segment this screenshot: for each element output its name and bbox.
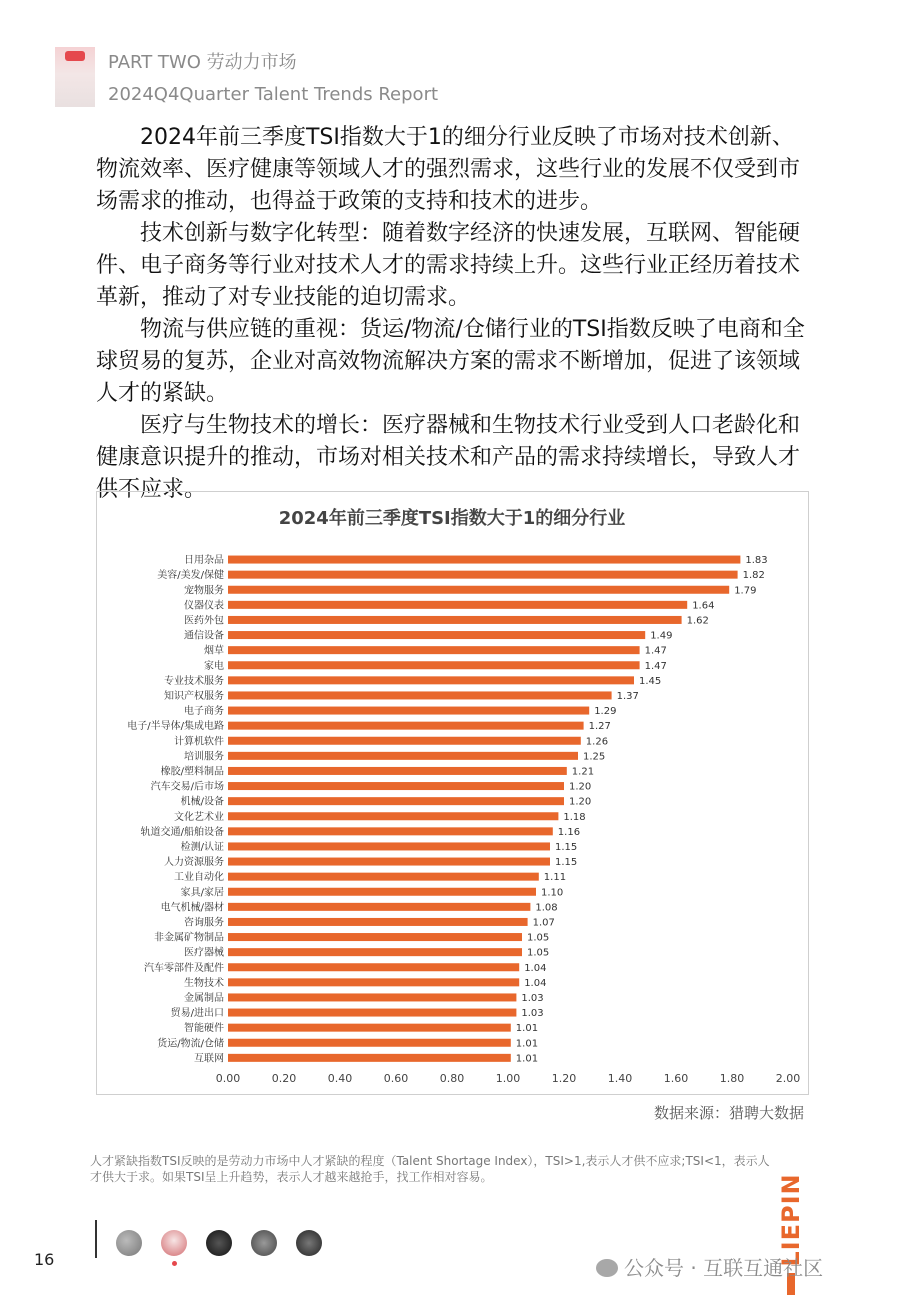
bar xyxy=(228,707,589,715)
bar xyxy=(228,858,550,866)
bar xyxy=(228,827,553,835)
footer-photo-3 xyxy=(206,1230,232,1256)
category-label: 医疗器械 xyxy=(184,947,224,959)
category-label: 轨道交通/船舶设备 xyxy=(140,826,224,838)
category-label: 生物技术 xyxy=(184,977,224,989)
category-label: 非金属矿物制品 xyxy=(154,932,224,944)
value-label: 1.45 xyxy=(639,675,662,687)
bar-chart xyxy=(97,492,808,1094)
category-label: 电气机械/器材 xyxy=(160,902,224,914)
value-label: 1.04 xyxy=(524,962,547,974)
bar xyxy=(228,722,584,730)
paragraph-medical: 医疗与生物技术的增长：医疗器械和生物技术行业受到人口老龄化和健康意识提升的推动，市场对相关技术和产品的需求持续增长，导致人才供不应求。 xyxy=(96,413,801,502)
value-label: 1.49 xyxy=(650,630,673,642)
bar xyxy=(228,586,729,594)
category-label: 汽车零部件及配件 xyxy=(144,962,224,974)
page-number: 16 xyxy=(34,1250,55,1269)
value-label: 1.82 xyxy=(742,570,765,582)
value-label: 1.04 xyxy=(524,977,547,989)
data-source: 数据来源：猎聘大数据 xyxy=(653,1104,804,1122)
paragraph-intro: 2024年前三季度TSI指数大于1的细分行业反映了市场对技术创新、物流效率、医疗健康等领域人才的强烈需求，这些行业的发展不仅受到市场需求的推动，也得益于政策的支持和技术的进步。 xyxy=(96,125,801,214)
value-label: 1.64 xyxy=(692,600,715,612)
paragraph-logistics: 物流与供应链的重视：货运/物流/仓储行业的TSI指数反映了电商和全球贸易的复苏，企业对高效物流解决方案的需求不断增加，促进了该领域人才的紧缺。 xyxy=(96,317,805,406)
value-label: 1.01 xyxy=(515,1023,539,1035)
category-label: 专业技术服务 xyxy=(164,675,224,687)
x-tick-label: 1.00 xyxy=(495,1072,521,1085)
category-label: 家电 xyxy=(204,660,224,672)
x-tick-label: 2.00 xyxy=(775,1072,801,1085)
value-label: 1.08 xyxy=(535,902,558,914)
footer-photo-1 xyxy=(116,1230,142,1256)
value-label: 1.03 xyxy=(521,992,544,1004)
bar xyxy=(228,933,522,941)
category-label: 文化艺术业 xyxy=(174,811,224,823)
category-label: 橡胶/塑料制品 xyxy=(160,766,224,778)
category-label: 宠物服务 xyxy=(184,585,224,597)
x-tick-label: 1.20 xyxy=(551,1072,577,1085)
bar xyxy=(228,737,581,745)
value-label: 1.25 xyxy=(583,751,606,763)
value-label: 1.20 xyxy=(569,781,592,793)
category-label: 贸易/进出口 xyxy=(170,1008,224,1020)
chart-title: 2024年前三季度TSI指数大于1的细分行业 xyxy=(278,508,626,529)
bar xyxy=(228,752,578,760)
category-label: 医药外包 xyxy=(184,615,224,627)
bar xyxy=(228,1054,511,1062)
category-label: 美容/美发/保健 xyxy=(157,570,224,582)
value-label: 1.01 xyxy=(515,1053,539,1065)
category-label: 培训服务 xyxy=(184,751,224,763)
value-label: 1.37 xyxy=(616,690,639,702)
category-label: 检测/认证 xyxy=(180,841,224,853)
bar xyxy=(228,571,738,579)
value-label: 1.05 xyxy=(527,932,550,944)
wechat-icon xyxy=(596,1259,618,1277)
value-label: 1.11 xyxy=(543,872,567,884)
value-label: 1.62 xyxy=(686,615,709,627)
value-label: 1.21 xyxy=(571,766,595,778)
bar xyxy=(228,888,536,896)
value-label: 1.03 xyxy=(521,1008,544,1020)
bar xyxy=(228,812,558,820)
category-label: 工业自动化 xyxy=(174,872,224,884)
bar xyxy=(228,903,530,911)
watermark xyxy=(596,1252,823,1281)
footer-photo-5 xyxy=(296,1230,322,1256)
value-label: 1.83 xyxy=(745,555,768,567)
bow-icon xyxy=(65,51,85,61)
category-label: 人力资源服务 xyxy=(164,857,224,869)
x-tick-label: 0.00 xyxy=(215,1072,241,1085)
bar xyxy=(228,782,564,790)
footer-photo-2 xyxy=(161,1230,187,1256)
category-label: 烟草 xyxy=(204,645,224,657)
bar xyxy=(228,797,564,805)
category-label: 金属制品 xyxy=(184,992,224,1004)
category-label: 汽车交易/后市场 xyxy=(150,781,224,793)
value-label: 1.79 xyxy=(734,585,757,597)
x-tick-label: 0.40 xyxy=(327,1072,353,1085)
bar xyxy=(228,691,612,699)
category-label: 通信设备 xyxy=(184,630,224,642)
bar xyxy=(228,646,640,654)
bar xyxy=(228,601,687,609)
value-label: 1.29 xyxy=(594,706,617,718)
bar xyxy=(228,978,519,986)
active-dot xyxy=(172,1261,177,1266)
bar xyxy=(228,1039,511,1047)
category-label: 货运/物流/仓储 xyxy=(157,1038,224,1050)
value-label: 1.26 xyxy=(585,736,609,748)
header-section-title: PART TWO 劳动力市场 xyxy=(108,52,297,73)
value-label: 1.07 xyxy=(532,917,555,929)
value-label: 1.01 xyxy=(515,1038,539,1050)
value-label: 1.47 xyxy=(644,660,667,672)
category-label: 智能硬件 xyxy=(184,1023,224,1035)
value-label: 1.16 xyxy=(557,826,581,838)
brand-name: LIEPIN xyxy=(777,1173,805,1267)
body-text xyxy=(96,122,808,506)
bar xyxy=(228,963,519,971)
chart-container xyxy=(96,491,809,1095)
bar xyxy=(228,842,550,850)
bar xyxy=(228,918,528,926)
header-thumbnail xyxy=(55,47,95,107)
value-label: 1.27 xyxy=(588,721,611,733)
category-label: 电子/半导体/集成电路 xyxy=(127,721,224,733)
x-tick-label: 0.80 xyxy=(439,1072,465,1085)
x-tick-label: 1.40 xyxy=(607,1072,633,1085)
header-report-title: 2024Q4Quarter Talent Trends Report xyxy=(108,84,439,105)
value-label: 1.15 xyxy=(555,841,578,853)
value-label: 1.15 xyxy=(555,857,578,869)
bar xyxy=(228,767,567,775)
x-tick-label: 0.60 xyxy=(383,1072,409,1085)
value-label: 1.18 xyxy=(563,811,586,823)
category-label: 咨询服务 xyxy=(184,917,224,929)
category-label: 家具/家居 xyxy=(180,887,224,899)
category-label: 计算机软件 xyxy=(174,736,224,748)
category-label: 电子商务 xyxy=(184,706,224,718)
category-label: 互联网 xyxy=(194,1053,224,1065)
category-label: 日用杂品 xyxy=(184,555,224,567)
footer-photo-4 xyxy=(251,1230,277,1256)
footer-divider xyxy=(95,1220,97,1258)
category-label: 仪器仪表 xyxy=(184,600,224,612)
x-tick-label: 1.80 xyxy=(719,1072,745,1085)
bar xyxy=(228,1024,511,1032)
bar xyxy=(228,948,522,956)
footnote: 人才紧缺指数TSI反映的是劳动力市场中人才紧缺的程度（Talent Shortage Index），TSI>1,表示人才供不应求;TSI<1，表示人才供大于求。如果TSI呈上升趋势，表示人才越来越抢手，找工作相对容易。 xyxy=(90,1154,770,1184)
watermark-text: 公众号 · 互联互通社区 xyxy=(624,1256,824,1280)
bar xyxy=(228,631,645,639)
bar xyxy=(228,993,516,1001)
value-label: 1.05 xyxy=(527,947,550,959)
value-label: 1.47 xyxy=(644,645,667,657)
value-label: 1.20 xyxy=(569,796,592,808)
category-label: 知识产权服务 xyxy=(164,690,224,702)
bar xyxy=(228,873,539,881)
bar xyxy=(228,1009,516,1017)
bar xyxy=(228,676,634,684)
x-tick-label: 0.20 xyxy=(271,1072,297,1085)
paragraph-tech: 技术创新与数字化转型：随着数字经济的快速发展，互联网、智能硬件、电子商务等行业对技术人才的需求持续上升。这些行业正经历着技术革新，推动了对专业技能的迫切需求。 xyxy=(96,221,801,310)
bar xyxy=(228,661,640,669)
bar xyxy=(228,616,682,624)
x-tick-label: 1.60 xyxy=(663,1072,689,1085)
bar xyxy=(228,556,740,564)
value-label: 1.10 xyxy=(541,887,564,899)
category-label: 机械/设备 xyxy=(180,796,224,808)
